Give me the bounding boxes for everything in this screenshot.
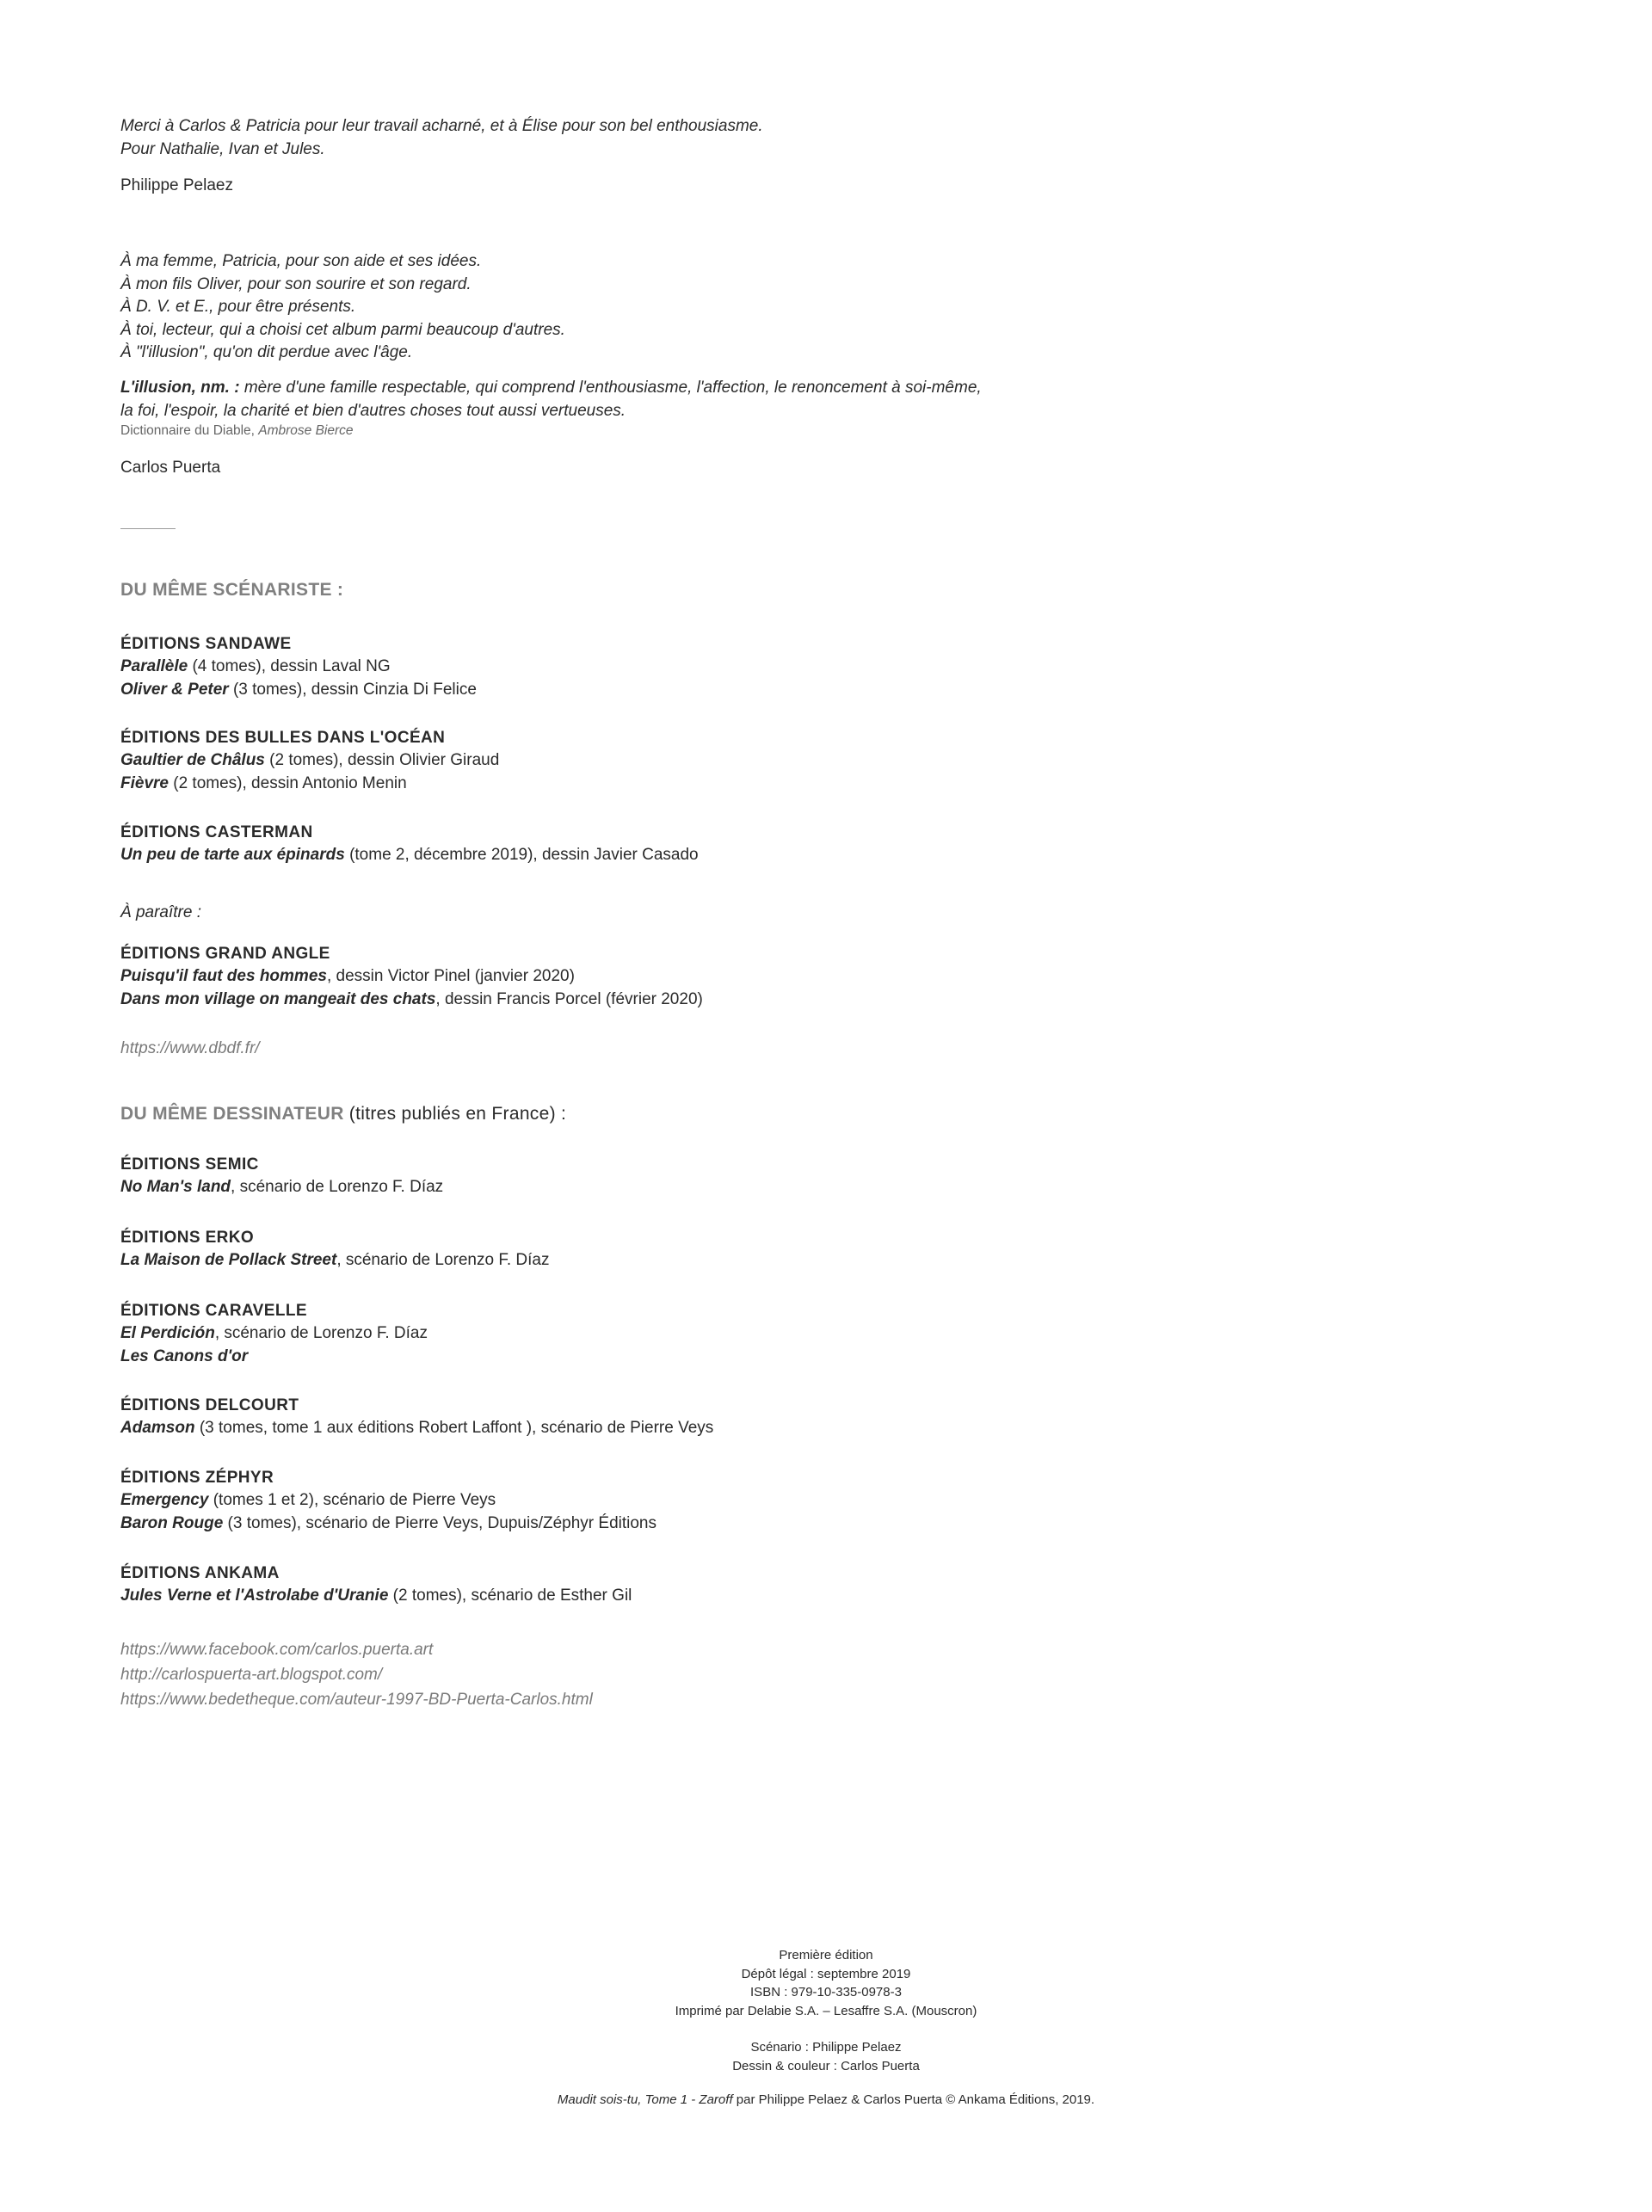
divider — [120, 528, 176, 529]
work-detail: (2 tomes), dessin Antonio Menin — [168, 773, 407, 792]
publisher-block — [120, 1227, 549, 1272]
section-heading-dessinateur — [120, 1104, 566, 1124]
quote-text: mère d'une famille respectable, qui comprend l'enthousiasme, l'affection, le renoncement à soi-même, — [239, 379, 982, 397]
publisher-name: ÉDITIONS CARAVELLE — [120, 1302, 307, 1320]
publisher-block — [120, 1562, 632, 1608]
work-detail: (2 tomes), dessin Olivier Giraud — [264, 751, 500, 769]
colophon-printer: Imprimé par Delabie S.A. – Lesaffre S.A. (Mouscron) — [675, 2003, 977, 2018]
work-detail: (3 tomes, tome 1 aux éditions Robert Laffont ), scénario de Pierre Veys — [194, 1419, 714, 1437]
work-title: Fièvre — [120, 773, 169, 792]
dedication-puerta — [120, 250, 565, 365]
dedication-line: À D. V. et E., pour être présents. — [120, 298, 356, 316]
publisher-name: ÉDITIONS DELCOURT — [120, 1396, 299, 1414]
website-link[interactable]: http://carlospuerta-art.blogspot.com/ — [120, 1666, 383, 1684]
work-title: Jules Verne et l'Astrolabe d'Uranie — [120, 1587, 389, 1605]
publisher-block — [120, 943, 703, 1011]
work-title: Emergency — [120, 1491, 209, 1509]
work-detail: , scénario de Lorenzo F. Díaz — [336, 1251, 550, 1269]
work-title: El Perdición — [120, 1324, 215, 1342]
work-title: Puisqu'il faut des hommes — [120, 967, 327, 985]
dedication-line: À mon fils Oliver, pour son sourire et son regard. — [120, 274, 472, 293]
website-link[interactable]: https://www.bedetheque.com/auteur-1997-BD-Puerta-Carlos.html — [120, 1691, 593, 1709]
section-heading-text: DU MÊME DESSINATEUR — [120, 1104, 344, 1124]
publisher-block — [120, 1154, 443, 1199]
dedication-pelaez — [120, 115, 763, 161]
work-title: Baron Rouge — [120, 1513, 224, 1532]
work-title: Un peu de tarte aux épinards — [120, 846, 345, 864]
publisher-name: ÉDITIONS CASTERMAN — [120, 823, 313, 841]
work-title: Oliver & Peter — [120, 680, 229, 699]
quote-text: la foi, l'espoir, la charité et bien d'autres choses tout aussi vertueuses. — [120, 401, 626, 420]
publisher-name: ÉDITIONS ANKAMA — [120, 1564, 280, 1582]
dedication-line: Merci à Carlos & Patricia pour leur travail acharné, et à Élise pour son bel enthousiasme. — [120, 117, 763, 135]
website-link[interactable]: https://www.facebook.com/carlos.puerta.art — [120, 1641, 434, 1659]
quote-illusion — [120, 377, 982, 440]
website-link[interactable]: https://www.dbdf.fr/ — [120, 1039, 260, 1057]
publisher-block — [120, 727, 499, 795]
colophon-dessin: Dessin & couleur : Carlos Puerta — [732, 2058, 920, 2073]
colophon-depot: Dépôt légal : septembre 2019 — [741, 1966, 911, 1981]
copyright-text: par Philippe Pelaez & Carlos Puerta © Ankama Éditions, 2019. — [732, 2092, 1095, 2107]
work-title: Parallèle — [120, 657, 188, 675]
publisher-name: ÉDITIONS SANDAWE — [120, 635, 292, 653]
work-title: Dans mon village on mangeait des chats — [120, 989, 436, 1008]
dedication-line: Pour Nathalie, Ivan et Jules. — [120, 139, 325, 158]
work-detail: (4 tomes), dessin Laval NG — [188, 657, 391, 675]
publisher-block — [120, 1467, 656, 1535]
work-title: No Man's land — [120, 1178, 231, 1196]
work-detail: , scénario de Lorenzo F. Díaz — [231, 1178, 444, 1196]
quote-author: Ambrose Bierce — [258, 423, 354, 438]
work-detail: (tome 2, décembre 2019), dessin Javier Casado — [344, 846, 699, 864]
signature-puerta: Carlos Puerta — [120, 459, 221, 477]
publisher-block — [120, 1395, 713, 1440]
work-title: Adamson — [120, 1419, 195, 1437]
colophon-copyright — [0, 2091, 1652, 2110]
publisher-name: ÉDITIONS DES BULLES DANS L'OCÉAN — [120, 729, 446, 747]
colophon-edition: Première édition — [779, 1948, 873, 1962]
work-detail: (2 tomes), scénario de Esther Gil — [388, 1587, 632, 1605]
dedication-line: À ma femme, Patricia, pour son aide et ses idées. — [120, 252, 482, 270]
work-title: La Maison de Pollack Street — [120, 1251, 337, 1269]
quote-source: Dictionnaire du Diable, — [120, 423, 259, 438]
copyright-title: Maudit sois-tu, Tome 1 - Zaroff — [557, 2092, 733, 2107]
signature-pelaez: Philippe Pelaez — [120, 176, 233, 194]
section-heading-suffix: (titres publiés en France) : — [343, 1104, 567, 1124]
work-detail: (tomes 1 et 2), scénario de Pierre Veys — [208, 1491, 496, 1509]
publisher-name: ÉDITIONS ERKO — [120, 1229, 255, 1247]
links-list — [120, 1637, 593, 1712]
work-title: Les Canons d'or — [120, 1346, 249, 1365]
dedication-line: À "l'illusion", qu'on dit perdue avec l'âge. — [120, 343, 413, 361]
publisher-block — [120, 633, 477, 701]
colophon-scenario: Scénario : Philippe Pelaez — [750, 2040, 902, 2055]
dedication-line: À toi, lecteur, qui a choisi cet album parmi beaucoup d'autres. — [120, 320, 565, 339]
colophon-isbn: ISBN : 979-10-335-0978-3 — [750, 1985, 902, 1999]
work-detail: (3 tomes), scénario de Pierre Veys, Dupuis/Zéphyr Éditions — [223, 1513, 657, 1532]
forthcoming-label: À paraître : — [120, 903, 201, 921]
publisher-name: ÉDITIONS SEMIC — [120, 1155, 259, 1174]
section-heading-scenariste: DU MÊME SCÉNARISTE : — [120, 580, 344, 600]
publisher-name: ÉDITIONS ZÉPHYR — [120, 1469, 274, 1487]
work-detail: , scénario de Lorenzo F. Díaz — [214, 1324, 428, 1342]
publisher-name: ÉDITIONS GRAND ANGLE — [120, 945, 330, 963]
work-detail: , dessin Victor Pinel (janvier 2020) — [326, 967, 575, 985]
colophon — [0, 1946, 1652, 2110]
work-detail: (3 tomes), dessin Cinzia Di Felice — [228, 680, 477, 699]
publisher-block — [120, 1300, 428, 1368]
work-title: Gaultier de Châlus — [120, 751, 265, 769]
publisher-block — [120, 822, 699, 867]
work-detail: , dessin Francis Porcel (février 2020) — [435, 989, 703, 1008]
quote-term: L'illusion, nm. : — [120, 379, 240, 397]
